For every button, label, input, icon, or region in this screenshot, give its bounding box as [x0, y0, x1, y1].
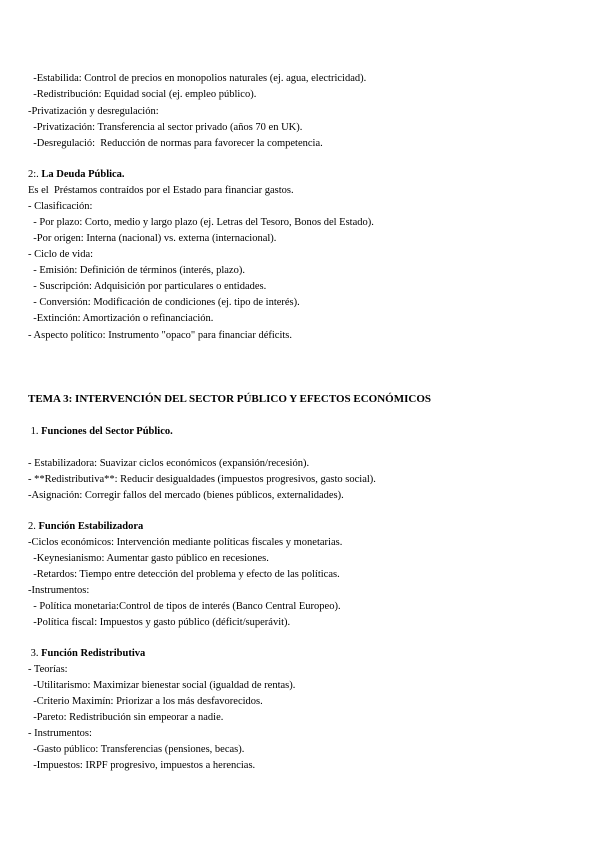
section-heading-funciones [28, 425, 173, 439]
text-line: -Redistribución: Equidad social (ej. empleo público). [28, 89, 257, 100]
text-line: -Impuestos: IRPF progresivo, impuestos a herencias. [28, 760, 256, 771]
text-line: -Gasto público: Transferencias (pensiones, becas). [28, 744, 245, 755]
text-line: -Criterio Maximín: Priorizar a los más desfavorecidos. [28, 696, 263, 707]
text-line: - Estabilizadora: Suavizar ciclos económicos (expansión/recesión). [28, 458, 310, 469]
text-line: - Política monetaria:Control de tipos de interés (Banco Central Europeo). [28, 601, 341, 612]
text-line: -Extinción: Amortización o refinanciación. [28, 313, 214, 324]
text-line: -Asignación: Corregir fallos del mercado (bienes públicos, externalidades). [28, 490, 344, 501]
text-line: Es el Préstamos contraídos por el Estado para financiar gastos. [28, 185, 294, 196]
text-line: - Suscripción: Adquisición por particulares o entidades. [28, 281, 267, 292]
text-line: -Instrumentos: [28, 585, 90, 596]
text-line: -Por origen: Interna (nacional) vs. externa (internacional). [28, 233, 277, 244]
text-line: - Emisión: Definición de términos (interés, plazo). [28, 265, 245, 276]
page-title: TEMA 3: INTERVENCIÓN DEL SECTOR PÚBLICO Y EFECTOS ECONÓMICOS [28, 393, 432, 405]
heading-number: 3. [28, 648, 42, 659]
heading-title: Funciones del Sector Público. [41, 426, 173, 437]
heading-number: 2. [28, 521, 39, 532]
text-line: - Ciclo de vida: [28, 249, 94, 260]
text-line: - Aspecto político: Instrumento "opaco" para financiar déficits. [28, 330, 292, 341]
text-line: - **Redistributiva**: Reducir desigualdades (impuestos progresivos, gasto social). [28, 474, 376, 485]
heading-title: La Deuda Pública. [41, 169, 125, 180]
heading-number: 2:. [28, 169, 42, 180]
text-line: - Por plazo: Corto, medio y largo plazo (ej. Letras del Tesoro, Bonos del Estado). [28, 217, 374, 228]
text-line: -Retardos: Tiempo entre detección del problema y efecto de las políticas. [28, 569, 340, 580]
heading-title: Función Estabilizadora [38, 521, 144, 532]
heading-title: Función Redistributiva [41, 648, 146, 659]
text-line: -Desregulació: Reducción de normas para favorecer la competencia. [28, 138, 323, 149]
section-heading-deuda [28, 168, 125, 182]
text-line: -Privatización: Transferencia al sector privado (años 70 en UK). [28, 122, 303, 133]
text-line: - Clasificación: [28, 201, 93, 212]
heading-number: 1. [28, 426, 42, 437]
text-line: -Ciclos económicos: Intervención mediante políticas fiscales y monetarias. [28, 537, 343, 548]
text-line: - Instrumentos: [28, 728, 92, 739]
section-heading-redistributiva [28, 647, 145, 661]
text-line: -Estabilida: Control de precios en monopolios naturales (ej. agua, electricidad). [28, 73, 367, 84]
text-line: - Teorías: [28, 664, 68, 675]
text-line: -Política fiscal: Impuestos y gasto público (déficit/superávit). [28, 617, 291, 628]
text-line: - Conversión: Modificación de condiciones (ej. tipo de interés). [28, 297, 300, 308]
text-line: -Privatización y desregulación: [28, 106, 159, 117]
section-heading-estabilizadora [28, 520, 143, 534]
text-line: -Utilitarismo: Maximizar bienestar social (igualdad de rentas). [28, 680, 296, 691]
text-line: -Pareto: Redistribución sin empeorar a nadie. [28, 712, 224, 723]
text-line: -Keynesianismo: Aumentar gasto público en recesiones. [28, 553, 269, 564]
